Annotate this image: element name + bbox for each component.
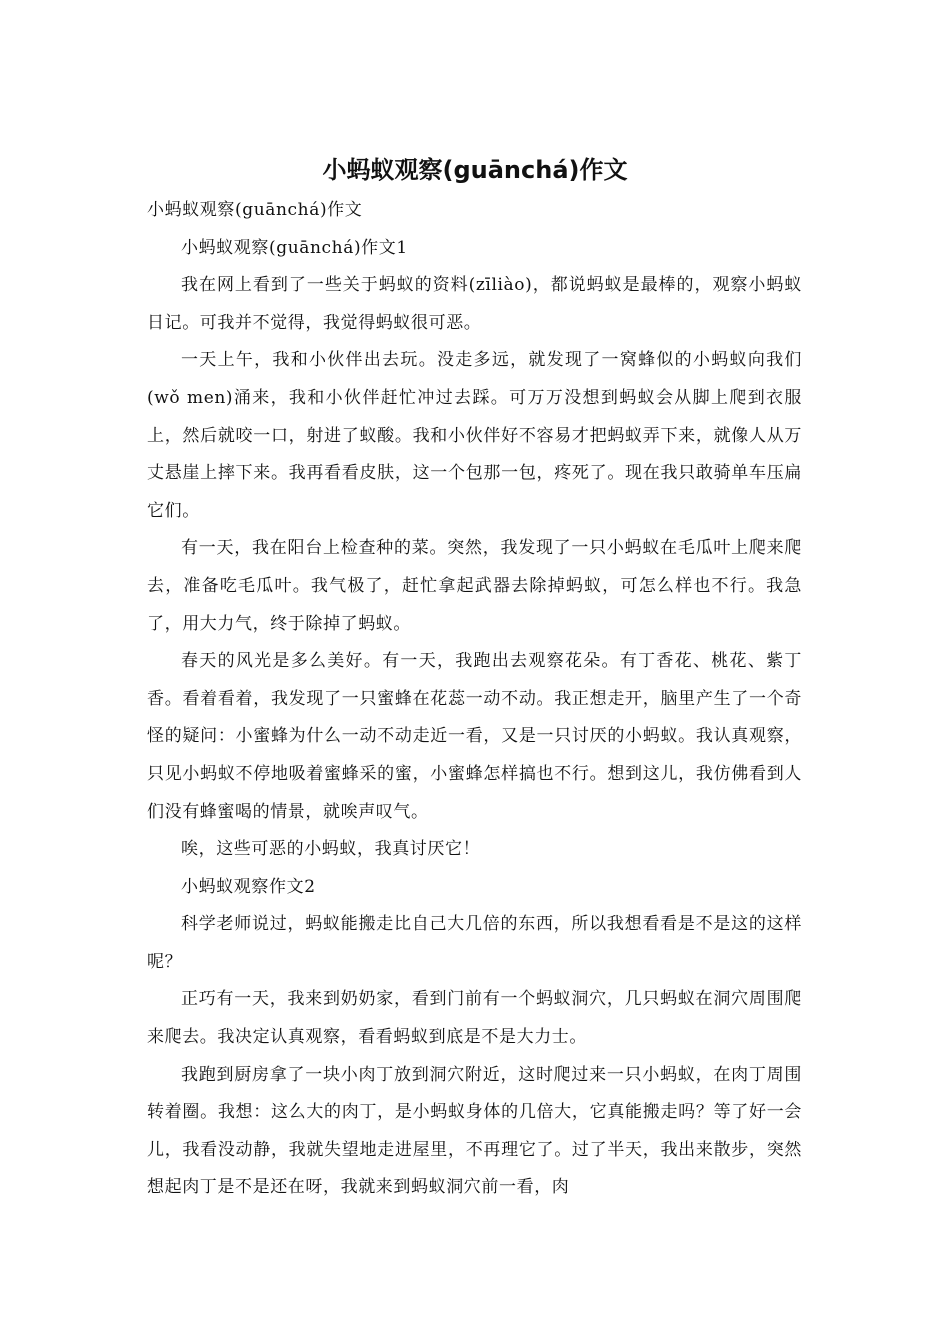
paragraph: 科学老师说过，蚂蚁能搬走比自己大几倍的东西，所以我想看看是不是这的这样呢？ <box>147 914 802 972</box>
section-heading-2: 小蚂蚁观察作文2 <box>181 876 316 897</box>
paragraph: 一天上午，我和小伙伴出去玩。没走多远，就发现了一窝蜂似的小蚂蚁向我们(wǒ men)涌来，我和小伙伴赶忙冲过去踩。可万万没想到蚂蚁会从脚上爬到衣服上，然后就咬一口，射进了蚁酸。我和小伙伴好不容易才把蚂蚁弄下来，就像人从万丈悬崖上摔下来。我再看看皮肤，这一个包那一包，疼死了。现在我只敢骑单车压扁它们。 <box>147 350 802 521</box>
paragraph: 唉，这些可恶的小蚂蚁，我真讨厌它！ <box>181 839 481 860</box>
document-subtitle: 小蚂蚁观察(guānchá)作文 <box>147 200 363 220</box>
document-title: 小蚂蚁观察(guānchá)作文 <box>322 156 628 184</box>
document-body <box>147 192 802 1207</box>
paragraph: 我在网上看到了一些关于蚂蚁的资料(zīliào)，都说蚂蚁是最棒的，观察小蚂蚁日记。可我并不觉得，我觉得蚂蚁很可恶。 <box>147 275 802 333</box>
paragraph: 春天的风光是多么美好。有一天，我跑出去观察花朵。有丁香花、桃花、紫丁香。看着看着，我发现了一只蜜蜂在花蕊一动不动。我正想走开，脑里产生了一个奇怪的疑问：小蜜蜂为什么一动不动走近一看，又是一只讨厌的小蚂蚁。我认真观察，只见小蚂蚁不停地吸着蜜蜂采的蜜，小蜜蜂怎样搞也不行。想到这儿，我仿佛看到人们没有蜂蜜喝的情景，就唉声叹气。 <box>147 651 802 822</box>
paragraph: 正巧有一天，我来到奶奶家，看到门前有一个蚂蚁洞穴，几只蚂蚁在洞穴周围爬来爬去。我决定认真观察，看看蚂蚁到底是不是大力士。 <box>147 989 802 1048</box>
paragraph: 有一天，我在阳台上检查种的菜。突然，我发现了一只小蚂蚁在毛瓜叶上爬来爬去，准备吃毛瓜叶。我气极了，赶忙拿起武器去除掉蚂蚁，可怎么样也不行。我急了，用大力气，终于除掉了蚂蚁。 <box>147 538 802 634</box>
paragraph: 我跑到厨房拿了一块小肉丁放到洞穴附近，这时爬过来一只小蚂蚁，在肉丁周围转着圈。我想：这么大的肉丁，是小蚂蚁身体的几倍大，它真能搬走吗？等了好一会儿，我看没动静，我就失望地走进屋里，不再理它了。过了半天，我出来散步，突然想起肉丁是不是还在呀，我就来到蚂蚁洞穴前一看，肉 <box>147 1064 802 1198</box>
section-heading-1: 小蚂蚁观察(guānchá)作文1 <box>181 237 408 258</box>
